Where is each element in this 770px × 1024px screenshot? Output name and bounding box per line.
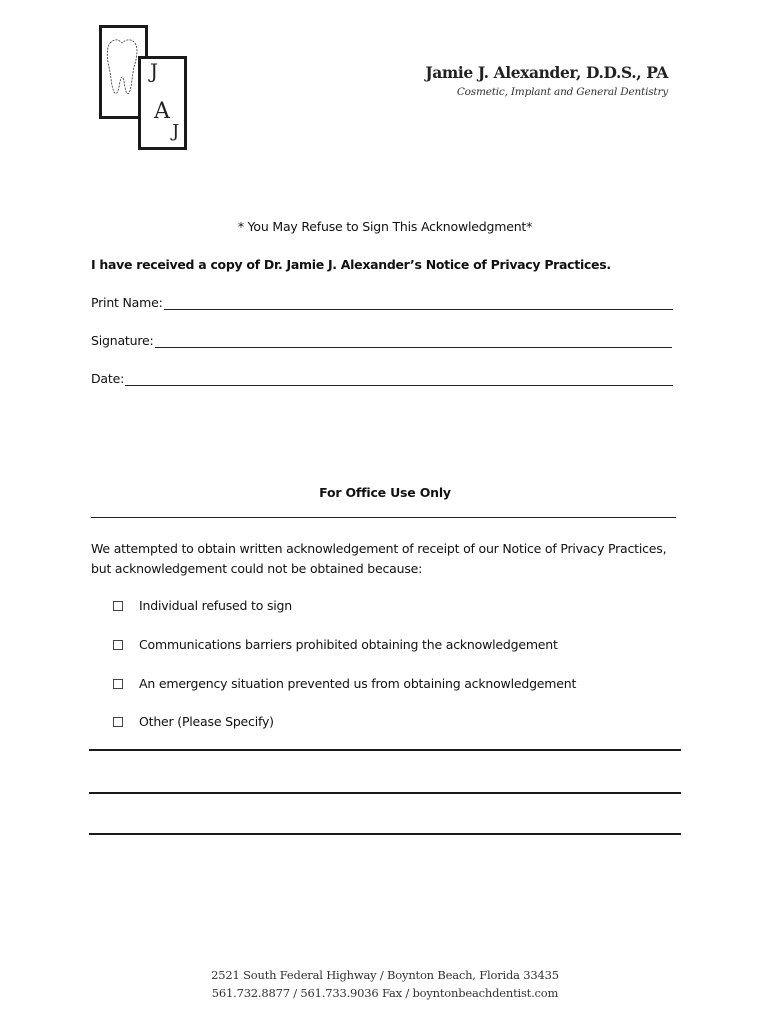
checkbox[interactable] bbox=[113, 717, 123, 727]
option-refused[interactable] bbox=[113, 598, 292, 613]
office-use-heading: For Office Use Only bbox=[319, 485, 451, 500]
logo-letter: A bbox=[154, 99, 170, 124]
logo-letter: J bbox=[172, 121, 180, 142]
option-label: Other (Please Specify) bbox=[139, 714, 274, 729]
option-communication-barriers[interactable] bbox=[113, 637, 558, 652]
checkbox[interactable] bbox=[113, 601, 123, 611]
footer-address: 2521 South Federal Highway / Boynton Beach, Florida 33435 bbox=[211, 968, 559, 982]
practice-name: Jamie J. Alexander, D.D.S., PA bbox=[425, 63, 668, 82]
practice-tagline: Cosmetic, Implant and General Dentistry bbox=[456, 86, 668, 98]
checkbox[interactable] bbox=[113, 640, 123, 650]
footer-contact: 561.732.8877 / 561.733.9036 Fax / boyntonbeachdentist.com bbox=[211, 986, 559, 1000]
signature-field[interactable] bbox=[91, 333, 672, 348]
checkbox[interactable] bbox=[113, 679, 123, 689]
date-field[interactable] bbox=[91, 371, 673, 386]
option-emergency[interactable] bbox=[113, 676, 576, 691]
office-paragraph: We attempted to obtain written acknowledgement of receipt of our Notice of Privacy Practices, bbox=[91, 541, 667, 556]
date-line[interactable] bbox=[125, 371, 673, 386]
office-paragraph: but acknowledgement could not be obtained because: bbox=[91, 561, 423, 576]
practice-logo bbox=[99, 25, 191, 153]
specify-line[interactable] bbox=[89, 749, 681, 751]
tooth-icon bbox=[104, 37, 140, 97]
print-name-field[interactable] bbox=[91, 295, 673, 310]
acknowledgment-statement: I have received a copy of Dr. Jamie J. Alexander’s Notice of Privacy Practices. bbox=[91, 257, 611, 272]
specify-line[interactable] bbox=[89, 833, 681, 835]
option-other[interactable] bbox=[113, 714, 274, 729]
print-name-line[interactable] bbox=[164, 295, 673, 310]
specify-line[interactable] bbox=[89, 792, 681, 794]
field-label: Date: bbox=[91, 371, 125, 386]
option-label: Communications barriers prohibited obtaining the acknowledgement bbox=[139, 637, 558, 652]
logo-letter: J bbox=[150, 59, 159, 83]
refuse-notice: * You May Refuse to Sign This Acknowledgment* bbox=[237, 219, 533, 234]
field-label: Signature: bbox=[91, 333, 154, 348]
field-label: Print Name: bbox=[91, 295, 163, 310]
divider bbox=[91, 517, 676, 518]
signature-line[interactable] bbox=[155, 333, 672, 348]
option-label: Individual refused to sign bbox=[139, 598, 293, 613]
option-label: An emergency situation prevented us from obtaining acknowledgement bbox=[139, 676, 577, 691]
